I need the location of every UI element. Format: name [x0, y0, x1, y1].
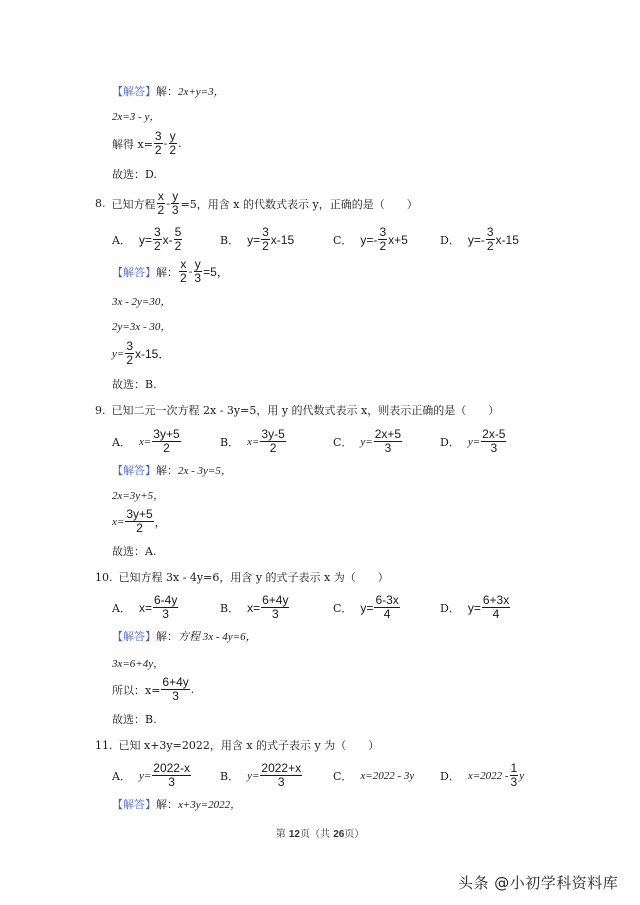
- q9-solution-step: 2x=3y+5，: [112, 490, 165, 502]
- solution-label: 【解答】: [112, 630, 156, 643]
- solution-label: 【解答】: [112, 265, 156, 279]
- jie-label: 解：: [156, 85, 178, 98]
- q9-solution-last: x= $\frac{3y+5}{2}$ ，: [112, 507, 166, 535]
- question-number: 11.: [95, 738, 113, 752]
- q9-answer: 故选：A.: [112, 545, 157, 558]
- q8-solution-last: y= $\frac{3}{2}$ x-15．: [112, 339, 171, 367]
- question-11-stem: [95, 737, 379, 753]
- stem-text: 已知方程 3x - 4y=6，用含 y 的式子表示 x 为（ ）: [118, 571, 389, 584]
- q11-solution-line1: 【解答】 解： x+3y=2022，: [112, 798, 242, 811]
- q9-option-c: C． y= $\frac{2x+5}{3}$: [333, 427, 402, 455]
- q8-solution-step: 3x - 2y=30，: [112, 296, 172, 308]
- prev-solution-line1: [112, 83, 225, 99]
- stem-text: 已知方程: [111, 197, 156, 211]
- question-number: 9.: [95, 403, 106, 417]
- solution-label: 【解答】: [112, 85, 156, 98]
- fraction: $\frac{y}{3}$: [171, 189, 179, 217]
- equation-text: 2x+y=3，: [178, 86, 225, 98]
- q11-option-a: A． y= $\frac{2022-x}{3}$: [112, 761, 190, 789]
- q10-option-c: C． y= $\frac{6-3x}{4}$: [333, 593, 399, 621]
- question-9-stem: [95, 402, 499, 418]
- fraction: $\frac{x}{2}$: [157, 189, 165, 217]
- q8-option-d: D． y=- $\frac{3}{2}$ x-15: [440, 225, 519, 253]
- q9-option-b: B． x= $\frac{3y-5}{2}$: [220, 427, 285, 455]
- q11-option-d: D． x=2022 - $\frac{1}{3}$ y: [440, 761, 525, 789]
- q8-solution-line1: 【解答】 解： $\frac{x}{2}$ - $\frac{y}{3}$ =5，: [112, 257, 229, 285]
- question-8-stem: 8. 已知方程 $\frac{x}{2}$ - $\frac{y}{3}$ =5，用含 x 的代数式表示 y，正确的是（ ）: [95, 189, 418, 217]
- q11-option-b: B． y= $\frac{2022+x}{3}$: [220, 761, 302, 789]
- page-number: 12: [288, 829, 300, 840]
- q11-option-c: C． x=2022 - 3y: [333, 770, 415, 783]
- fraction: $\frac{3}{2}$: [154, 129, 162, 157]
- solution-label: 【解答】: [112, 464, 156, 477]
- question-number: 8.: [95, 197, 106, 210]
- page-footer: 第 12页（共 26页）: [275, 829, 365, 840]
- stem-text: 已知 x+3y=2022，用含 x 的式子表示 y 为（ ）: [118, 739, 380, 752]
- total-pages: 26: [333, 829, 345, 840]
- equation-text: 解得 x=: [112, 137, 153, 151]
- answer-text: 故选：D.: [112, 168, 157, 181]
- q10-option-b: B． x= $\frac{6+4y}{3}$: [220, 593, 289, 621]
- stem-text: 已知二元一次方程 2x - 3y=5，用 y 的代数式表示 x，则表示正确的是（ ）: [111, 404, 500, 417]
- q9-solution-line1: 【解答】 解： 2x - 3y=5，: [112, 464, 232, 477]
- solution-label: 【解答】: [112, 798, 156, 811]
- prev-answer: [112, 166, 157, 182]
- q10-answer: 故选：B.: [112, 713, 157, 726]
- q10-solution-last: 所以：x= $\frac{6+4y}{3}$ .: [112, 675, 195, 703]
- fraction: $\frac{y}{2}$: [169, 129, 177, 157]
- q8-answer: 故选：B.: [112, 378, 157, 391]
- q10-option-d: D． y= $\frac{6+3x}{4}$: [440, 593, 510, 621]
- q8-option-c: C． y=- $\frac{3}{2}$ x+5: [333, 225, 408, 253]
- q9-option-a: A． x= $\frac{3y+5}{2}$: [112, 427, 180, 455]
- watermark: 头条 @小初学科资料库: [458, 874, 619, 892]
- q8-solution-step: 2y=3x - 30，: [112, 321, 172, 333]
- q10-solution-line1: 【解答】 解： 方程 3x - 4y=6，: [112, 630, 257, 643]
- stem-text: =5，用含 x 的代数式表示 y，正确的是（ ）: [180, 197, 418, 211]
- q8-option-b: B． y= $\frac{3}{2}$ x-15: [220, 225, 295, 253]
- q8-option-a: A． y= $\frac{3}{2}$ x- $\frac{5}{2}$: [112, 225, 182, 253]
- q9-option-d: D． y= $\frac{2x-5}{3}$: [440, 427, 506, 455]
- prev-solution-line3: 解得 x= $\frac{3}{2}$ - $\frac{y}{2}$ .: [112, 129, 182, 157]
- q10-solution-step: 3x=6+4y，: [112, 658, 165, 670]
- q10-option-a: A． x= $\frac{6-4y}{3}$: [112, 593, 178, 621]
- question-10-stem: [95, 569, 389, 585]
- equation-text: 2x=3 - y，: [112, 111, 161, 123]
- question-number: 10.: [95, 570, 113, 584]
- prev-solution-line2: [112, 108, 160, 124]
